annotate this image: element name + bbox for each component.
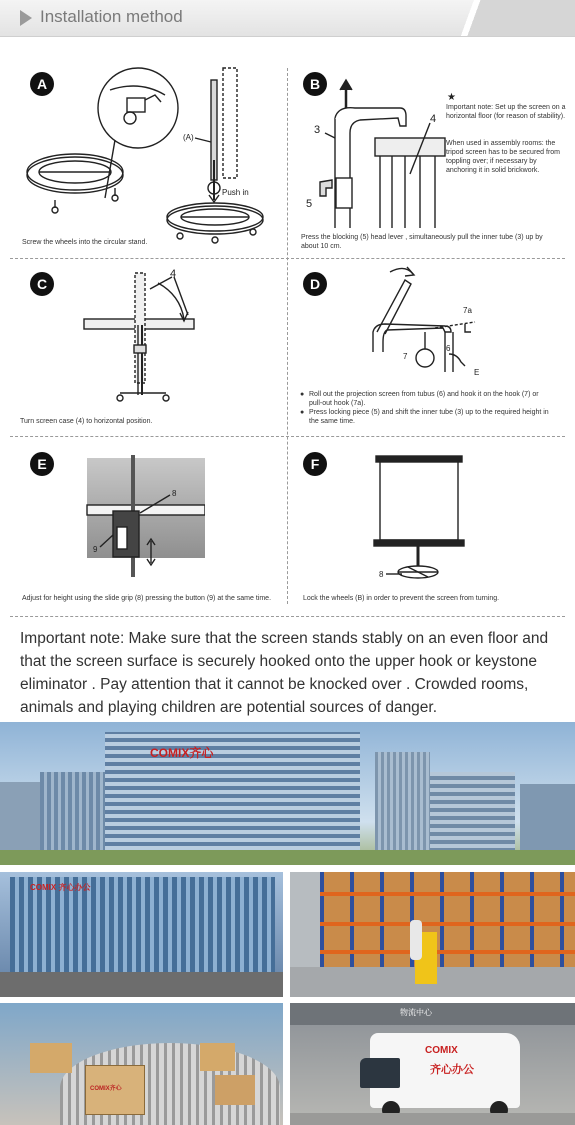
label-4: 4 xyxy=(170,268,177,280)
b-note-2: When used in assembly rooms: the tripod screen has to be secured from toppling over; if necessary by anchoring it in solid brickwork. xyxy=(446,140,561,174)
step-b-diagram xyxy=(300,78,450,228)
label-8: 8 xyxy=(379,570,384,579)
list-item-text: Roll out the projection screen from tubus (6) and hook it on the hook (7) or pull-out hook (7a). xyxy=(309,391,539,407)
office-building-photo xyxy=(0,872,283,997)
step-d-diagram xyxy=(365,262,485,382)
van-text: 齐心办公 xyxy=(430,1064,474,1076)
step-e-diagram xyxy=(85,455,205,580)
label-3: 3 xyxy=(314,124,321,136)
label-9: 9 xyxy=(93,545,98,554)
delivery-van-photo xyxy=(290,1003,575,1125)
list-item: ● Roll out the projection screen from tubus (6) and hook it on the hook (7) or pull-out hook (7a). xyxy=(300,391,539,407)
step-caption: Adjust for height using the slide grip (8) pressing the button (9) at the same time. xyxy=(22,595,272,602)
van-logo: COMIX xyxy=(425,1045,458,1056)
step-c-diagram xyxy=(80,265,210,410)
step-caption: Press the blocking (5) head lever , simultaneously pull the inner tube (3) up by about 10 cm. xyxy=(301,234,543,250)
section-title: Installation method xyxy=(40,7,183,26)
warehouse-photo xyxy=(290,872,575,997)
label-7: 7 xyxy=(403,352,408,361)
headquarters-photo xyxy=(0,722,575,865)
list-item-text: Press locking piece (5) and shift the inner tube (3) up to the required height in the same time. xyxy=(309,409,549,425)
step-f-diagram xyxy=(370,448,470,588)
box-logo: COMIX齐心 xyxy=(90,1086,122,1092)
step-badge: A xyxy=(30,72,54,96)
b-note-1: Important note: Set up the screen on a horizontal floor (for reason of stability). xyxy=(446,104,566,120)
label-4: 4 xyxy=(430,113,437,125)
important-note: Important note: Make sure that the screen stands stably on an even floor and that the screen surface is securely hooked onto the upper hook or keystone eliminator . Pay attention that it cannot be knocked over . Crowded rooms, animals and playing children are potential sources of danger. xyxy=(20,630,549,716)
warehouse-sign: 物流中心 xyxy=(400,1008,432,1017)
label-8: 8 xyxy=(172,489,177,498)
label-6: 6 xyxy=(446,344,451,353)
step-badge: E xyxy=(30,452,54,476)
triangle-icon xyxy=(20,10,32,26)
step-caption: Lock the wheels (B) in order to prevent the screen from turning. xyxy=(303,595,500,602)
step-caption: Screw the wheels into the circular stand. xyxy=(22,239,148,246)
step-caption-list xyxy=(300,390,552,426)
step-badge: D xyxy=(303,272,327,296)
star-icon: ★ xyxy=(447,92,456,103)
section-header xyxy=(0,0,575,37)
header-decoration xyxy=(425,0,575,36)
step-badge: F xyxy=(303,452,327,476)
divider xyxy=(287,68,288,604)
label-a: (A) xyxy=(183,133,194,142)
step-badge: B xyxy=(303,72,327,96)
divider xyxy=(10,616,565,617)
list-item: ● Press locking piece (5) and shift the inner tube (3) up to the required height in the same time. xyxy=(300,409,549,425)
label-7a: 7a xyxy=(463,306,472,315)
label-5: 5 xyxy=(306,198,313,210)
step-badge: C xyxy=(30,272,54,296)
step-a-diagram xyxy=(15,60,285,250)
building-sign: COMIX齐心 xyxy=(150,746,214,760)
step-caption: Turn screen case (4) to horizontal position. xyxy=(20,418,153,425)
label-push-in: Push in xyxy=(222,188,249,197)
conveyor-photo xyxy=(0,1003,283,1125)
building2-sign: COMIX 齐心办公 xyxy=(30,883,91,892)
label-e: E xyxy=(474,368,480,377)
